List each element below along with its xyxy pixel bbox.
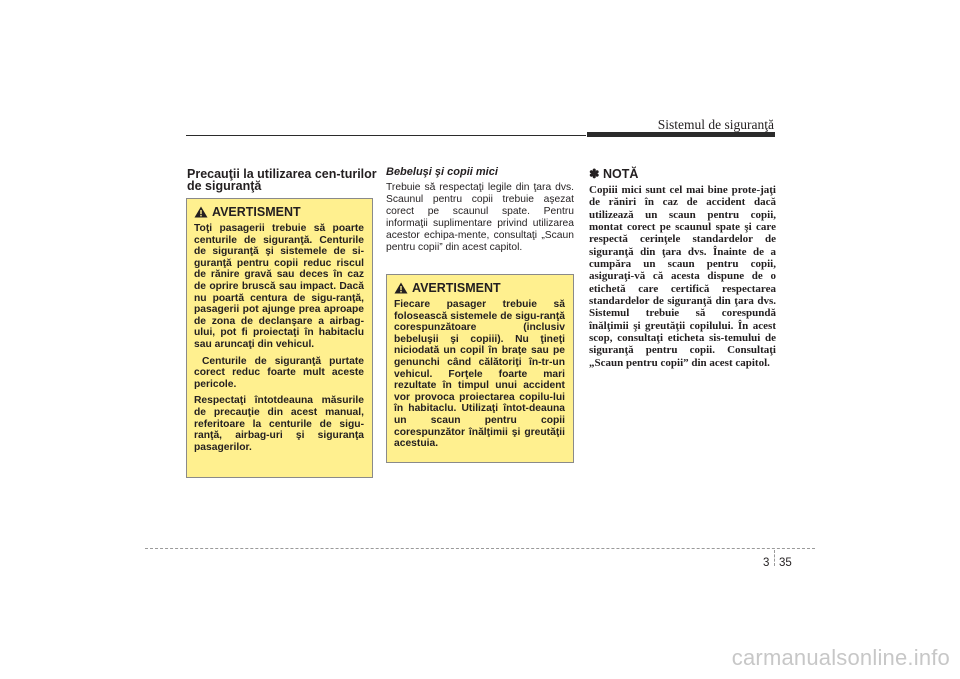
header-title: Sistemul de siguranţă — [657, 117, 774, 132]
warning-paragraph: Respectaţi întotdeauna măsurile de precauţie din acest manual, referitoare la centurile de sigu-ranţă, airbag-uri şi siguranţa pasagerilor. — [194, 395, 364, 453]
page-number: 35 — [779, 557, 792, 569]
warning-paragraph: Centurile de siguranţă purtate corect reduc foarte mult aceste pericole. — [194, 355, 364, 390]
warning-triangle-icon — [194, 206, 208, 218]
warning-paragraph: Fiecare pasager trebuie să folosească sistemele de sigu-ranţă corespunzătoare (inclusiv bebeluşii şi copiii). Nu ţineţi niciodată un copil în braţe sau pe genunchi când călătoriţi în-tr-un vehicul. Forţele foarte mari rezultate în timpul unui accident vor provoca proiectarea copilu-lui în habitaclu. Utilizaţi întot-deauna un scaun pentru copii corespunzător înălţimii şi greutăţii acestuia. — [394, 299, 565, 450]
warning-box-children — [386, 274, 574, 463]
footer-rule — [145, 548, 815, 549]
note-paragraph: Copiii mici sunt cel mai bine prote-jaţi de răniri în caz de accident dacă utilizează un scaun pentru copii, montat corect pe scaunul spate şi care respectă cerinţele standardelor de siguranţă din ţara dvs. Înainte de a cumpăra un scaun pentru copii, asiguraţi-vă că acesta dispune de o etichetă care certifică respectarea standardelor de siguranţă din ţara dvs. Sistemul trebuie să corespundă înălţimii şi greutăţii copilului. În acest scop, consultaţi eticheta sis-temului de siguranţă pentru copii. Consultaţi „Scaun pentru copii” din acest capitol. — [589, 184, 776, 369]
warning-heading-label: AVERTISMENT — [212, 205, 301, 219]
header-rule-thin — [186, 135, 586, 136]
page-number-separator — [774, 550, 775, 566]
watermark: carmanualsonline.info — [731, 645, 950, 670]
warning-heading — [194, 205, 364, 219]
section-title: Precauţii la utilizarea cen-turilor de siguranţă — [187, 167, 377, 193]
sub-title: Bebeluşi şi copii mici — [386, 166, 498, 178]
warning-paragraph: Toţi pasagerii trebuie să poarte centurile de siguranţă. Centurile de siguranţă şi sistemele de si-guranţă pentru copii reduc riscul de rănire gravă sau deces în caz de oprire bruscă sau impact. Dacă nu poartă centura de sigu-ranţă, pasagerii pot ajunge prea aproape de zona de declanşare a airbag-ului, pot fi proiectaţi în habitaclu sau aruncaţi din vehicul. — [194, 223, 364, 350]
warning-heading-label: AVERTISMENT — [412, 281, 501, 295]
header-rule-thick — [587, 132, 775, 137]
note-heading: ✽ NOTĂ — [589, 167, 639, 181]
warning-heading — [394, 281, 565, 295]
body-paragraph: Trebuie să respectaţi legile din ţara dvs. Scaunul pentru copii trebuie aşezat corect pe scaunul spate. Pentru informaţii suplimentare privind utilizarea acestor echipa-mente, consultaţi „Scaun pentru copii” din acest capitol. — [386, 182, 574, 253]
chapter-number: 3 — [763, 557, 770, 569]
warning-triangle-icon — [394, 282, 408, 294]
warning-box-seatbelts — [186, 198, 373, 478]
